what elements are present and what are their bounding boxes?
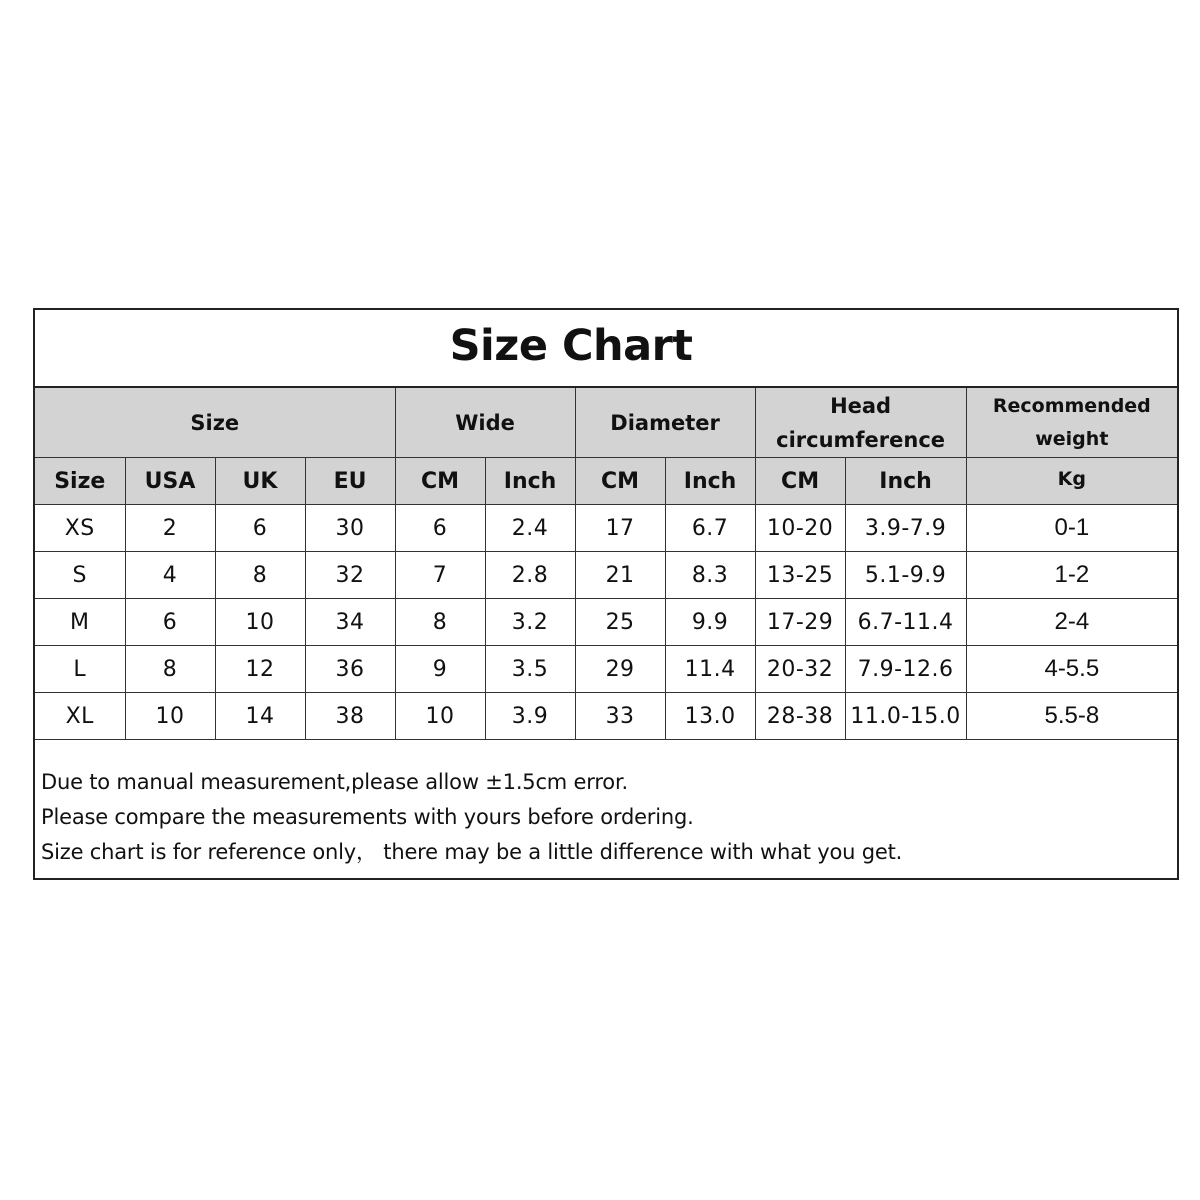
note-compare-measurements: Please compare the measurements with yours before ordering. bbox=[41, 805, 694, 829]
table-cell: 1-2 bbox=[966, 552, 1177, 599]
size-chart bbox=[33, 308, 1179, 880]
table-cell: 32 bbox=[305, 552, 395, 599]
table-cell: 4 bbox=[125, 552, 215, 599]
table-cell: 5.5-8 bbox=[966, 693, 1177, 740]
table-cell: L bbox=[35, 646, 125, 693]
table-cell: XL bbox=[35, 693, 125, 740]
group-header-row bbox=[35, 388, 1177, 458]
table-cell: 17-29 bbox=[755, 599, 845, 646]
table-cell: 9.9 bbox=[665, 599, 755, 646]
table-cell: 4-5.5 bbox=[966, 646, 1177, 693]
head-header-line1: Head bbox=[830, 393, 892, 418]
notes bbox=[41, 765, 1161, 870]
table-cell: 5.1-9.9 bbox=[845, 552, 966, 599]
table-row bbox=[35, 552, 1177, 599]
table-cell: XS bbox=[35, 505, 125, 552]
table-cell: 8 bbox=[215, 552, 305, 599]
table-cell: 3.9-7.9 bbox=[845, 505, 966, 552]
table-cell: 33 bbox=[575, 693, 665, 740]
sub-header-row bbox=[35, 458, 1177, 505]
table-cell: 20-32 bbox=[755, 646, 845, 693]
sub-header-usa: USA bbox=[125, 458, 215, 505]
table-cell: 10 bbox=[395, 693, 485, 740]
table-cell: 7.9-12.6 bbox=[845, 646, 966, 693]
table-cell: 6 bbox=[395, 505, 485, 552]
table-cell: 11.4 bbox=[665, 646, 755, 693]
table-cell: 2.4 bbox=[485, 505, 575, 552]
table-cell: 8 bbox=[395, 599, 485, 646]
table-cell: 36 bbox=[305, 646, 395, 693]
size-table bbox=[35, 388, 1177, 740]
table-cell: 21 bbox=[575, 552, 665, 599]
chart-title: Size Chart bbox=[449, 321, 693, 371]
table-cell: 6 bbox=[125, 599, 215, 646]
head-header-line2: circumference bbox=[776, 427, 946, 452]
title-bar bbox=[35, 310, 1177, 388]
table-cell: 10-20 bbox=[755, 505, 845, 552]
table-cell: 3.2 bbox=[485, 599, 575, 646]
table-cell: 6 bbox=[215, 505, 305, 552]
table-cell: 13.0 bbox=[665, 693, 755, 740]
table-cell: 2-4 bbox=[966, 599, 1177, 646]
sub-header-kg: Kg bbox=[966, 458, 1177, 505]
sub-header-diameter-inch: Inch bbox=[665, 458, 755, 505]
table-cell: 3.9 bbox=[485, 693, 575, 740]
table-cell: 10 bbox=[125, 693, 215, 740]
table-cell: 2.8 bbox=[485, 552, 575, 599]
table-cell: 8.3 bbox=[665, 552, 755, 599]
table-cell: 6.7 bbox=[665, 505, 755, 552]
group-header-diameter: Diameter bbox=[575, 388, 755, 458]
sub-header-head-cm: CM bbox=[755, 458, 845, 505]
table-cell: 38 bbox=[305, 693, 395, 740]
note-measurement-error: Due to manual measurement,please allow ±1.5cm error. bbox=[41, 770, 628, 794]
table-cell: 25 bbox=[575, 599, 665, 646]
sub-header-diameter-cm: CM bbox=[575, 458, 665, 505]
table-cell: 7 bbox=[395, 552, 485, 599]
table-cell: 34 bbox=[305, 599, 395, 646]
table-row bbox=[35, 505, 1177, 552]
sub-header-wide-cm: CM bbox=[395, 458, 485, 505]
sub-header-uk: UK bbox=[215, 458, 305, 505]
group-header-recommended-weight bbox=[966, 388, 1177, 458]
table-cell: 14 bbox=[215, 693, 305, 740]
weight-header-line2: weight bbox=[1035, 427, 1109, 450]
table-cell: 17 bbox=[575, 505, 665, 552]
group-header-size: Size bbox=[35, 388, 395, 458]
table-row bbox=[35, 646, 1177, 693]
note-reference-only: Size chart is for reference only， there may be a little difference with what you get. bbox=[41, 840, 903, 864]
sub-header-size: Size bbox=[35, 458, 125, 505]
sub-header-head-inch: Inch bbox=[845, 458, 966, 505]
table-cell: S bbox=[35, 552, 125, 599]
table-cell: 9 bbox=[395, 646, 485, 693]
group-header-head-circumference bbox=[755, 388, 966, 458]
table-cell: 6.7-11.4 bbox=[845, 599, 966, 646]
sub-header-wide-inch: Inch bbox=[485, 458, 575, 505]
table-cell: 30 bbox=[305, 505, 395, 552]
table-cell: 0-1 bbox=[966, 505, 1177, 552]
sub-header-eu: EU bbox=[305, 458, 395, 505]
table-cell: 13-25 bbox=[755, 552, 845, 599]
group-header-wide: Wide bbox=[395, 388, 575, 458]
table-cell: 28-38 bbox=[755, 693, 845, 740]
table-cell: M bbox=[35, 599, 125, 646]
table-row bbox=[35, 693, 1177, 740]
table-cell: 10 bbox=[215, 599, 305, 646]
table-row bbox=[35, 599, 1177, 646]
table-cell: 12 bbox=[215, 646, 305, 693]
table-cell: 3.5 bbox=[485, 646, 575, 693]
table-cell: 8 bbox=[125, 646, 215, 693]
table-cell: 2 bbox=[125, 505, 215, 552]
table-cell: 11.0-15.0 bbox=[845, 693, 966, 740]
weight-header-line1: Recommended bbox=[992, 394, 1151, 417]
table-cell: 29 bbox=[575, 646, 665, 693]
